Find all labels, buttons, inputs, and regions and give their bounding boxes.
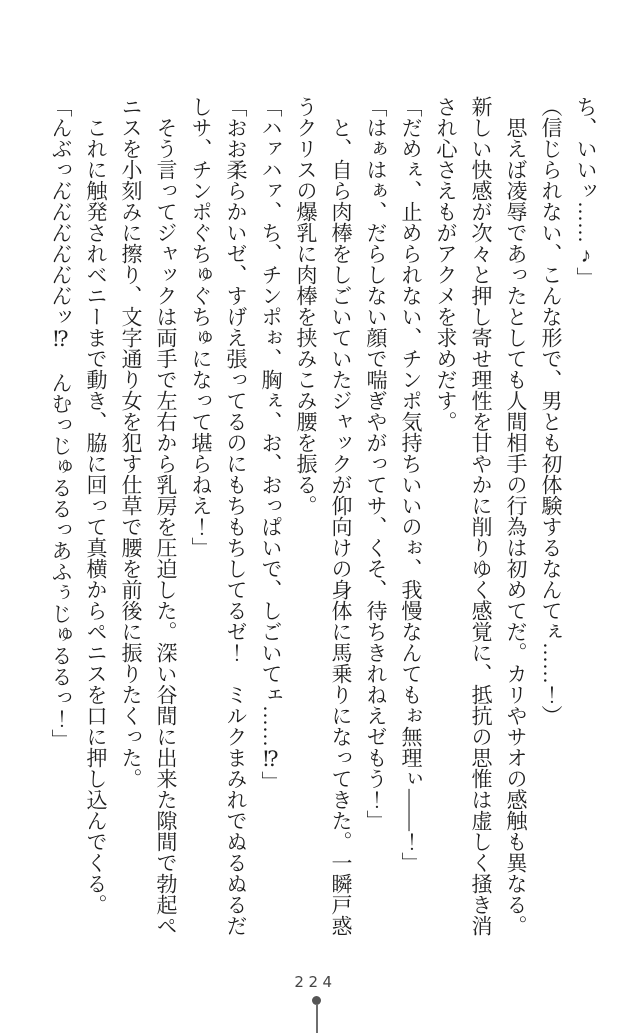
text-line: （信じられない、こんな形で、男とも初体験するなんてぇ……！） bbox=[539, 96, 563, 726]
text-line: ニスを小刻みに擦り、文字通り女を犯す仕草で腰を前後に振りたくった。 bbox=[119, 96, 143, 789]
text-line: 「はぁはぁ、だらしない顔で喘ぎやがってサ、くそ、待ちきれねえゼもう！」 bbox=[364, 96, 388, 831]
text-line: うクリスの爆乳に肉棒を挟みこみ腰を振る。 bbox=[294, 96, 318, 516]
text-line: 新しい快感が次々と押し寄せ理性を甘やかに削りゆく感覚に、抵抗の思惟は虚しく掻き消 bbox=[469, 96, 493, 936]
text-line: 「おお柔らかいゼ、すげえ張ってるのにもちもちしてるゼ！ ミルクまみれでぬるぬるだ bbox=[224, 96, 248, 936]
page-number: 224 bbox=[294, 973, 337, 991]
text-block bbox=[43, 96, 603, 936]
footer-line-marker bbox=[316, 1004, 318, 1033]
text-line: 「ハァハァ、ち、チンポぉ、胸ぇ、お、おっぱいで、しごいてェ……⁉」 bbox=[259, 96, 283, 792]
text-line: 思えば凌辱であったとしても人間相手の行為は初めてだ。カリやサオの感触も異なる。 bbox=[504, 117, 528, 936]
text-line: これに触発されベニーまで動き、脇に回って真横からペニスを口に押し込んでくる。 bbox=[84, 117, 108, 915]
text-line: と、自ら肉棒をしごいていたジャックが仰向けの身体に馬乗りになってきた。一瞬戸惑 bbox=[329, 117, 353, 936]
text-line: ち、いいッ……♪」 bbox=[574, 96, 598, 288]
text-line: 「んぶっん゙ん゙ん゙ん゙ん゙ん゙ッ⁉ んむっじゅるるっあふぅじゅるるっ！」 bbox=[49, 96, 73, 750]
text-line: そう言ってジャックは両手で左右から乳房を圧迫した。深い谷間に出来た隙間で勃起ペ bbox=[154, 117, 178, 936]
text-line: しサ、チンポぐちゅぐちゅになって堪らねえ！」 bbox=[189, 96, 213, 558]
text-line: 「だめぇ、止められない、チンポ気持ちいいのぉ、我慢なんてもぉ無理ぃ――！」 bbox=[399, 96, 423, 873]
text-line: され心さえもがアクメを求めだす。 bbox=[434, 96, 458, 432]
